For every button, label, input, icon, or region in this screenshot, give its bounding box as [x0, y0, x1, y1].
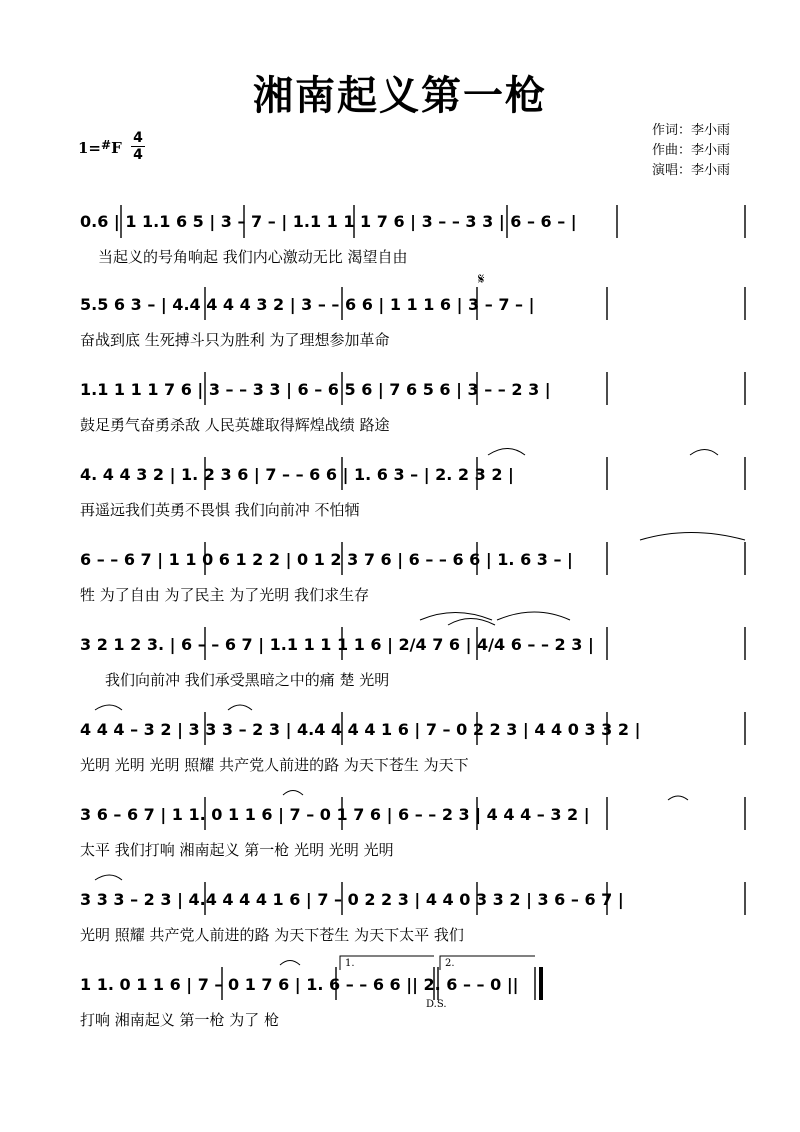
dal-segno-mark: D.S.	[426, 999, 447, 1010]
system-2-lyrics: 奋战到底 生死搏斗只为胜利 为了理想参加革命	[80, 331, 390, 349]
system-2-notes: 5.5 6 3 – | 4.4 4 4 4 3 2 | 3 – – 6 6 | 1 1 1 6 | 3 – 7 – |	[80, 295, 535, 314]
composer-credit: 作曲：李小雨	[652, 143, 731, 158]
time-signature	[130, 130, 146, 163]
system-7-lyrics: 光明 光明 光明 照耀 共产党人前进的路 为天下苍生 为天下	[80, 756, 469, 774]
volta-2-label: 2.	[445, 958, 455, 969]
credits	[652, 121, 730, 181]
system-8-lyrics: 太平 我们打响 湘南起义 第一枪 光明 光明 光明	[80, 841, 394, 859]
time-signature-bottom: 4	[133, 147, 143, 163]
system-6-notes: 3 2 1 2 3. | 6 – – 6 7 | 1.1 1 1 1 1 6 | 2/4 7 6 | 4/4 6 – – 2 3 |	[80, 635, 594, 654]
system-6-lyrics: 我们向前冲 我们承受黑暗之中的痛 楚 光明	[105, 671, 390, 689]
system-9-notes: 3 3 3 – 2 3 | 4.4 4 4 4 1 6 | 7 – 0 2 2 3 | 4 4 0 3 3 2 | 3 6 – 6 7 |	[80, 890, 624, 909]
system-3-notes: 1.1 1 1 1 7 6 | 3 – – 3 3 | 6 – 6 5 6 | 7 6 5 6 | 3 – – 2 3 |	[80, 380, 551, 399]
system-1-notes: 0.6 | 1 1.1 6 5 | 3 – 7 – | 1.1 1 1 1 7 6 | 3 – – 3 3 | 6 – 6 – |	[80, 212, 577, 231]
key-signature	[78, 138, 122, 157]
system-10-lyrics: 打响 湘南起义 第一枪 为了 枪	[80, 1011, 280, 1029]
system-5-notes: 6 – – 6 7 | 1 1 0 6 1 2 2 | 0 1 2 3 7 6 | 6 – – 6 6 | 1. 6 3 – |	[80, 550, 573, 569]
singer-credit: 演唱：李小雨	[652, 163, 731, 178]
segno-mark: 𝄋	[478, 270, 485, 288]
system-3-lyrics: 鼓足勇气奋勇杀敌 人民英雄取得辉煌战绩 路途	[80, 416, 390, 434]
system-1-lyrics: 当起义的号角响起 我们内心激动无比 渴望自由	[98, 248, 408, 266]
lyricist-credit: 作词：李小雨	[652, 123, 731, 138]
system-9-lyrics: 光明 照耀 共产党人前进的路 为天下苍生 为天下太平 我们	[80, 926, 464, 944]
system-10-notes: 1 1. 0 1 1 6 | 7 – 0 1 7 6 | 1. 6 – – 6 6 || 2. 6 – – 0 ||	[80, 975, 519, 994]
key-note: F	[111, 139, 122, 157]
volta-1-label: 1.	[345, 958, 355, 969]
system-8-notes: 3 6 – 6 7 | 1 1. 0 1 1 6 | 7 – 0 1 7 6 | 6 – – 2 3 | 4 4 4 – 3 2 |	[80, 805, 590, 824]
system-5-lyrics: 牲 为了自由 为了民主 为了光明 我们求生存	[80, 586, 370, 604]
system-4-lyrics: 再遥远我们英勇不畏惧 我们向前冲 不怕牺	[80, 501, 360, 519]
system-4-notes: 4. 4 4 3 2 | 1. 2 3 6 | 7 – – 6 6 | 1. 6 3 – | 2. 2 3 2 |	[80, 465, 514, 484]
key-prefix: 1=	[78, 139, 102, 157]
time-signature-top: 4	[133, 130, 143, 146]
slurs	[95, 449, 745, 966]
song-title: 湘南起义第一枪	[253, 73, 547, 119]
system-7-notes: 4 4 4 – 3 2 | 3 3 3 – 2 3 | 4.4 4 4 4 1 6 | 7 – 0 2 2 3 | 4 4 0 3 3 2 |	[80, 720, 641, 739]
key-sharp: #	[101, 138, 112, 152]
